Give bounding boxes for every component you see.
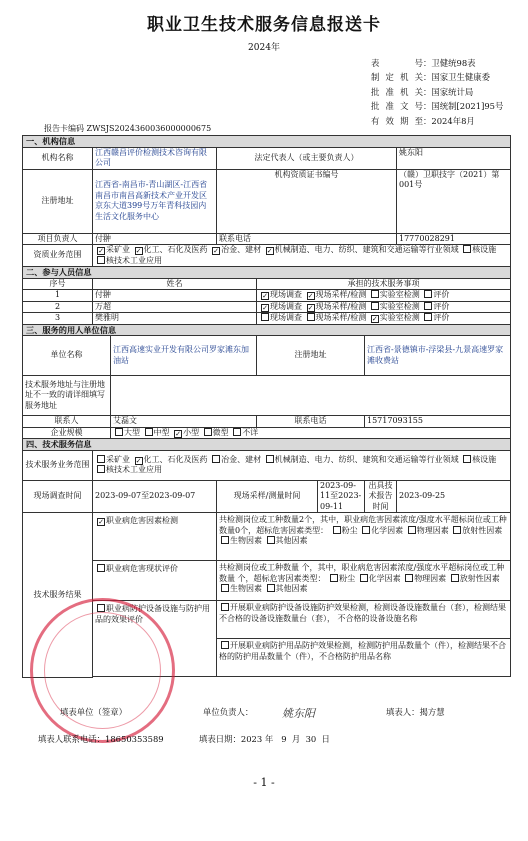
legal-rep-label: 法定代表人（或主要负责人） xyxy=(217,147,397,169)
employer-phone-label: 联系电话 xyxy=(257,416,365,428)
staff-no: 2 xyxy=(23,301,93,313)
survey-time-value: 2023-09-07至2023-09-07 xyxy=(93,480,217,513)
org-name-label: 机构名称 xyxy=(23,147,93,169)
staff-items: 现场调查 现场采样/检测 ✓ 实验室检测 评价 xyxy=(257,313,511,325)
checkbox-icon[interactable] xyxy=(424,313,432,321)
employer-name-value: 江西高速实业开发有限公司罗家滩东加油站 xyxy=(111,336,257,376)
report-time-value: 2023-09-25 xyxy=(397,480,511,513)
checkbox-icon[interactable] xyxy=(424,290,432,298)
service-address-value xyxy=(111,376,511,416)
checkbox-icon[interactable] xyxy=(267,584,275,592)
org-address-value: 江西省-南昌市-青山湖区-江西省南昌市南昌高新技术产业开发区京东大道399号万年青科技园内生活文化服务中心 xyxy=(93,169,217,233)
checkbox-icon[interactable] xyxy=(267,536,275,544)
checkbox-icon[interactable] xyxy=(221,641,229,649)
checkbox-icon[interactable]: ✓ xyxy=(262,303,268,312)
project-lead-label: 项目负责人 xyxy=(23,233,93,245)
cert-no-label: 机构资质证书编号 xyxy=(217,169,397,233)
checkbox-icon[interactable] xyxy=(371,290,379,298)
sampling-time-value: 2023-09-11至2023-09-11 xyxy=(318,480,365,513)
qualification-scope-label: 资质业务范围 xyxy=(23,245,93,267)
checkbox-icon[interactable]: ✓ xyxy=(98,247,104,255)
checkbox-icon[interactable] xyxy=(97,564,105,572)
project-lead-value: 付翀 xyxy=(93,233,217,245)
scope-option: ✓ 冶金、建材 xyxy=(213,245,262,255)
sampling-time-label: 现场采样/测量时间 xyxy=(217,480,318,513)
section-staff-header: 二、参与人员信息 xyxy=(23,267,511,279)
meta-row: 批准文号：国统制[2021]95号 xyxy=(371,101,504,112)
result-protection-ppe: 开展职业病防护用品防护效果检测，检测防护用品数量个（件），检测结果不合格的防护用品数量个（件），不合格防护用品名称 xyxy=(217,639,511,677)
checkbox-icon[interactable] xyxy=(424,302,432,310)
section-org-header: 一、机构信息 xyxy=(23,136,511,148)
checkbox-icon[interactable] xyxy=(266,455,274,463)
enterprise-size-label: 企业规模 xyxy=(23,427,111,439)
checkbox-icon[interactable] xyxy=(97,256,105,264)
meta-row: 表 号：卫健统98表 xyxy=(371,58,476,68)
section-employer-header: 三、服务的用人单位信息 xyxy=(23,324,511,336)
org-name-value: 江西赣昌评价检测技术咨询有限公司 xyxy=(93,147,217,169)
scope-option: ✓ 机械制造、电力、纺织、建筑和交通运输等行业领域 xyxy=(266,245,459,255)
checkbox-icon[interactable] xyxy=(212,455,220,463)
checkbox-icon[interactable] xyxy=(221,536,229,544)
table-row xyxy=(23,290,511,302)
checkbox-icon[interactable] xyxy=(261,313,269,321)
service-scope-options: 采矿业 ✓ 化工、石化及医药 冶金、建材 机械制造、电力、纺织、建筑和交通运输等行业领域 核设施 核技术工业应用 xyxy=(93,450,511,480)
checkbox-icon[interactable] xyxy=(221,603,229,611)
fill-unit-label: 填表单位（签章） xyxy=(60,707,127,717)
report-form-table xyxy=(22,135,511,678)
checkbox-icon[interactable] xyxy=(204,428,212,436)
checkbox-icon[interactable]: ✓ xyxy=(262,292,268,300)
qualification-scope-options xyxy=(93,245,511,267)
checkbox-icon[interactable] xyxy=(360,574,368,582)
section-service-header: 四、技术服务信息 xyxy=(23,439,511,451)
result-protection-label: 职业病防护设备设施与防护用品的效果评价 xyxy=(93,601,217,677)
filler-label: 填表人：揭方慧 xyxy=(386,707,445,717)
employer-address-value: 江西省-景德镇市-浮梁县-九景高速罗家滩收费站 xyxy=(365,336,511,376)
result-evaluation-detail: 共检测岗位或工种数量 个，其中，职业病危害因素浓度/强度水平超标岗位或工种数量 个，超标危害因素类型： 粉尘 化学因素 物理因素 放射性因素 生物因素 其他因素 xyxy=(217,561,511,601)
checkbox-icon[interactable]: ✓ xyxy=(98,518,104,526)
form-title: 职业卫生技术服务信息报送卡 xyxy=(147,15,381,35)
result-protection-equipment: 开展职业病防护设备设施防护效果检测，检测设备设施数量台（套），检测结果不合格的设备设施数量台（套）， 不合格的设备设施名称 xyxy=(217,601,511,639)
checkbox-icon[interactable]: ✓ xyxy=(175,429,182,438)
fill-date: 填表日期：2023 年 9 月 30 日 xyxy=(199,734,330,744)
service-result-label: 技术服务结果 xyxy=(23,513,93,678)
meta-row: 有效期至：2024年8月 xyxy=(371,115,475,126)
checkbox-icon[interactable] xyxy=(97,465,105,473)
result-evaluation-label: 职业病危害现状评价 xyxy=(93,561,217,601)
staff-col-items: 承担的技术服务事项 xyxy=(257,278,511,290)
scope-option: ✓ 采矿业 xyxy=(98,245,130,255)
checkbox-icon[interactable]: ✓ xyxy=(135,456,142,465)
lead-phone-label: 联系电话 xyxy=(217,233,397,245)
staff-col-no: 序号 xyxy=(23,278,93,290)
result-detection-label: ✓ 职业病危害因素检测 xyxy=(93,513,217,561)
staff-name: 万超 xyxy=(93,301,257,313)
lead-phone-value: 17770028291 xyxy=(397,233,511,245)
checkbox-icon[interactable] xyxy=(463,455,471,463)
checkbox-icon[interactable] xyxy=(333,526,341,534)
checkbox-icon[interactable] xyxy=(408,526,416,534)
filler-phone: 填表人联系电话：18650353589 xyxy=(38,734,164,744)
page-number: - 1 - xyxy=(253,776,275,789)
unit-lead-signature: 姚东阳 xyxy=(282,707,315,720)
org-address-label: 注册地址 xyxy=(23,169,93,233)
employer-name-label: 单位名称 xyxy=(23,336,111,376)
checkbox-icon[interactable] xyxy=(97,604,105,612)
checkbox-icon[interactable] xyxy=(451,574,459,582)
form-year: 2024年 xyxy=(248,43,280,53)
result-detection-detail: 共检测岗位或工种数量2个，其中，职业病危害因素浓度/强度水平超标岗位或工种数量0个，超标危害因素类型： 粉尘 化学因素 物理因素 放射性因素 生物因素 其他因素 xyxy=(217,513,511,561)
report-card-code: 报告卡编码 ZWSJS2024360036000000675 xyxy=(44,124,212,133)
staff-name: 付翀 xyxy=(93,290,257,302)
employer-contact-label: 联系人 xyxy=(23,416,111,428)
checkbox-icon[interactable] xyxy=(453,526,461,534)
cert-no-value: （赣）卫职技字（2021）第001号 xyxy=(397,169,511,233)
checkbox-icon[interactable]: ✓ xyxy=(213,247,220,255)
staff-col-name: 姓名 xyxy=(93,278,257,290)
meta-row: 制定机关：国家卫生健康委 xyxy=(371,72,490,83)
checkbox-icon[interactable] xyxy=(330,574,338,582)
scope-option: 核技术工业应用 xyxy=(95,256,162,265)
report-time-label: 出具技术报告时间 xyxy=(365,480,397,513)
checkbox-icon[interactable] xyxy=(405,574,413,582)
staff-no: 3 xyxy=(23,313,93,325)
meta-row: 批准机关：国家统计局 xyxy=(371,86,474,97)
survey-time-label: 现场调查时间 xyxy=(23,480,93,513)
checkbox-icon[interactable] xyxy=(145,428,153,436)
staff-items: ✓ 现场调查 ✓ 现场采样/检测 实验室检测 评价 xyxy=(257,301,511,313)
checkbox-icon[interactable] xyxy=(362,526,370,534)
checkbox-icon[interactable]: ✓ xyxy=(307,292,314,300)
scope-option: ✓ 化工、石化及医药 xyxy=(135,245,208,255)
employer-address-label: 注册地址 xyxy=(257,336,365,376)
unit-lead-label: 单位负责人： xyxy=(203,707,254,717)
employer-phone-value: 15717093155 xyxy=(365,416,511,428)
checkbox-icon[interactable] xyxy=(221,584,229,592)
service-address-label: 技术服务地址与注册地址不一致的请详细填写服务地址 xyxy=(23,376,111,416)
checkbox-icon[interactable]: ✓ xyxy=(371,315,378,323)
staff-items: ✓ 现场调查 ✓ 现场采样/检测 实验室检测 评价 xyxy=(257,290,511,302)
checkbox-icon[interactable] xyxy=(115,428,123,436)
scope-option: 核设施 xyxy=(461,245,496,254)
checkbox-icon[interactable] xyxy=(233,428,241,436)
checkbox-icon[interactable]: ✓ xyxy=(307,303,314,312)
form-meta xyxy=(371,56,503,128)
staff-no: 1 xyxy=(23,290,93,302)
legal-rep-value: 姚东阳 xyxy=(397,147,511,169)
checkbox-icon[interactable] xyxy=(307,313,315,321)
checkbox-icon[interactable] xyxy=(463,245,471,253)
checkbox-icon[interactable]: ✓ xyxy=(266,247,273,255)
table-row xyxy=(23,313,511,325)
checkbox-icon[interactable] xyxy=(97,455,105,463)
checkbox-icon[interactable] xyxy=(371,302,379,310)
employer-contact-value: 艾磊文 xyxy=(111,416,257,428)
staff-name: 樊雅明 xyxy=(93,313,257,325)
enterprise-size-options: 大型 中型 ✓ 小型 微型 不详 xyxy=(111,427,511,439)
table-row xyxy=(23,301,511,313)
service-scope-label: 技术服务业务范围 xyxy=(23,450,93,480)
checkbox-icon[interactable]: ✓ xyxy=(135,247,142,255)
